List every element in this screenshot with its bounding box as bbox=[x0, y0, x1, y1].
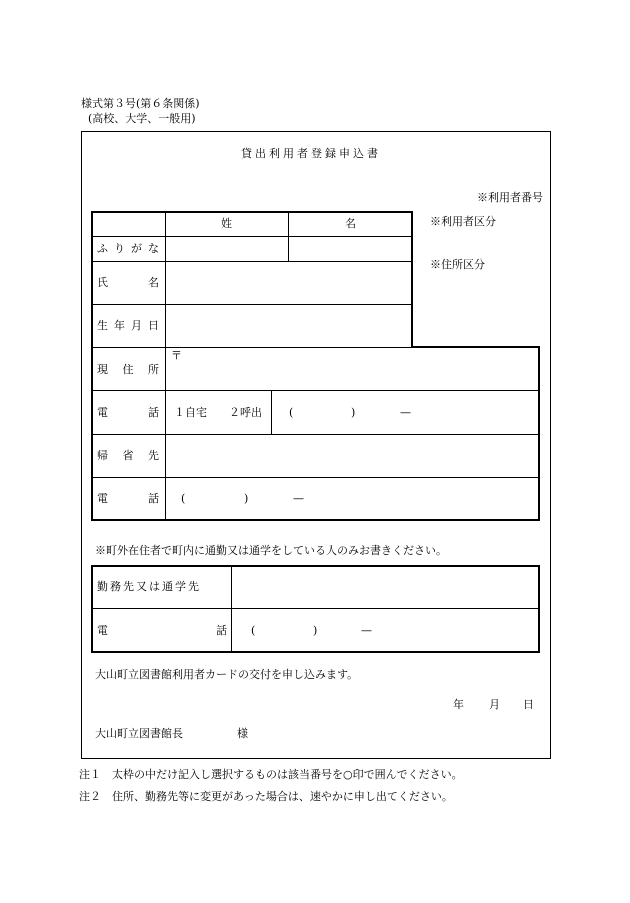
furigana-surname-field[interactable] bbox=[167, 238, 287, 260]
note1-label: 注１ bbox=[79, 768, 101, 781]
phone-option-call[interactable]: ２呼出 bbox=[229, 406, 262, 419]
out-of-town-note: ※町外在住者で町内に通勤又は通学をしている人のみお書きください。 bbox=[95, 544, 447, 557]
phone2-dash: — bbox=[293, 492, 304, 505]
user-category-label: ※利用者区分 bbox=[430, 215, 496, 228]
work-phone-dash: — bbox=[361, 624, 372, 637]
date-year: 年 bbox=[453, 698, 464, 711]
phone2-close-paren: ) bbox=[244, 492, 249, 505]
phone-dash: — bbox=[400, 406, 411, 419]
address-label: 現 住 所 bbox=[97, 363, 159, 376]
hometown-label: 帰 省 先 bbox=[97, 449, 159, 462]
given-name-header: 名 bbox=[345, 217, 356, 230]
phone2-label: 電 話 bbox=[97, 492, 159, 505]
address-category-label: ※住所区分 bbox=[430, 258, 485, 271]
address-field[interactable] bbox=[167, 349, 537, 389]
name-label: 氏 名 bbox=[97, 276, 159, 289]
addressee: 大山町立図書館長 bbox=[95, 727, 183, 740]
postal-mark: 〒 bbox=[171, 349, 182, 362]
work-phone-label: 電 話 bbox=[97, 624, 227, 637]
user-number-label: ※利用者番号 bbox=[477, 191, 543, 204]
phone-option-home[interactable]: １自宅 bbox=[174, 406, 207, 419]
furigana-label: ふ り が な bbox=[97, 242, 159, 255]
work-phone-open-paren: ( bbox=[251, 624, 256, 637]
phone2-open-paren: ( bbox=[181, 492, 186, 505]
note2-label: 注２ bbox=[79, 790, 101, 803]
furigana-given-field[interactable] bbox=[290, 238, 410, 260]
phone-open-paren: ( bbox=[289, 406, 294, 419]
usage-label: (高校、大学、一般用) bbox=[88, 112, 196, 125]
honorific: 様 bbox=[237, 727, 248, 740]
surname-header: 姓 bbox=[221, 217, 232, 230]
form-number: 様式第３号(第６条関係) bbox=[81, 97, 200, 110]
hometown-field[interactable] bbox=[167, 436, 537, 476]
workplace-field[interactable] bbox=[233, 567, 538, 608]
workplace-label: 勤務先又は通学先 bbox=[97, 580, 201, 593]
date-day: 日 bbox=[523, 698, 534, 711]
form-title: 貸出利用者登録申込書 bbox=[241, 147, 381, 160]
birthdate-label: 生 年 月 日 bbox=[97, 319, 159, 332]
date-month: 月 bbox=[489, 698, 500, 711]
birthdate-field[interactable] bbox=[167, 306, 410, 346]
phone-label: 電 話 bbox=[97, 406, 159, 419]
note1-text: 太枠の中だけ記入し選択するものは該当番号を○印で囲んでください。 bbox=[112, 768, 463, 781]
name-field[interactable] bbox=[167, 263, 410, 303]
phone-close-paren: ) bbox=[351, 406, 356, 419]
apply-text: 大山町立図書館利用者カードの交付を申し込みます。 bbox=[95, 668, 359, 681]
note2-text: 住所、勤務先等に変更があった場合は、速やかに申し出てください。 bbox=[112, 790, 453, 803]
work-phone-close-paren: ) bbox=[313, 624, 318, 637]
